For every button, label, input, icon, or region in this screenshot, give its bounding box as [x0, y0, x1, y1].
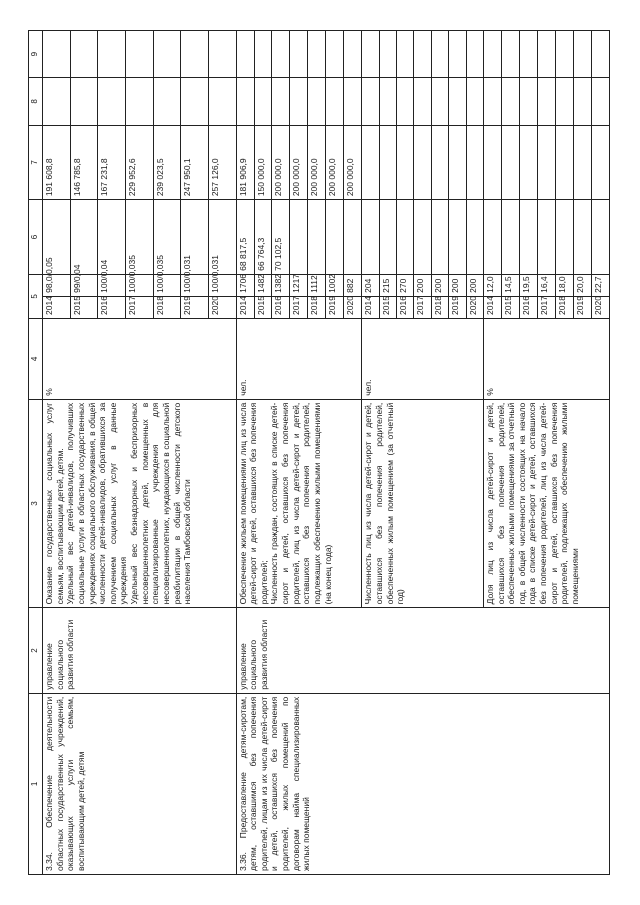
col8-cell — [125, 78, 153, 125]
col-num-8: 8 — [29, 78, 43, 125]
col8-cell — [98, 78, 126, 125]
col9-cell — [153, 31, 181, 78]
col9-cell — [181, 31, 209, 78]
amount7-cell: 200 000,0 — [308, 125, 326, 200]
year-cell: 2015 — [254, 296, 272, 318]
col9-cell — [414, 31, 431, 78]
col8-cell — [537, 78, 555, 125]
col8-cell — [397, 78, 414, 125]
value-cell: 22,7 — [591, 274, 609, 296]
value-cell: 200 — [431, 274, 448, 296]
value-cell: 1382 — [272, 274, 290, 296]
value-cell: 12,0 — [483, 274, 501, 296]
col8-cell — [555, 78, 573, 125]
col8-cell — [308, 78, 326, 125]
col9-cell — [98, 31, 126, 78]
col8-cell — [483, 78, 501, 125]
indicator-334-a: Удельный вес детей-инвалидов, получивших социальные услуги в областных государственных учреждениях социального обслуживания, в общей численности детей-инвалидов, обратившихся за получением социальных услуг в данные учреждения — [65, 402, 129, 605]
col9-cell — [236, 31, 254, 78]
col8-cell — [153, 78, 181, 125]
value-cell: 100/0,035 — [125, 274, 153, 296]
year-cell: 2020 — [591, 296, 609, 318]
col8-cell — [591, 78, 609, 125]
value-cell: 1112 — [308, 274, 326, 296]
value-cell: 1482 — [254, 274, 272, 296]
value-cell: 1002 — [326, 274, 344, 296]
amount6-cell — [466, 200, 483, 275]
year-cell: 2017 — [537, 296, 555, 318]
col8-cell — [254, 78, 272, 125]
value-cell: 882 — [344, 274, 362, 296]
amount6-cell — [397, 200, 414, 275]
col9-cell — [326, 31, 344, 78]
indicator-336-provided: Численность лиц из числа детей-сирот и детей, оставшихся без попечения родителей, обеспеченных жилым помещением (за отчетный год) — [362, 399, 484, 608]
amount7-cell — [379, 125, 396, 200]
executor-334: управление социального развития области — [43, 608, 237, 693]
col8-cell — [344, 78, 362, 125]
col9-cell — [537, 31, 555, 78]
amount6-cell: 70 102,5 — [272, 200, 290, 275]
value-cell: 98,0/0,05 — [43, 274, 71, 296]
year-cell: 2015 — [70, 296, 98, 318]
indicator-334 — [43, 399, 237, 608]
year-cell: 2019 — [181, 296, 209, 318]
value-cell: 100/0,04 — [98, 274, 126, 296]
amount7-cell — [591, 125, 609, 200]
amount7-cell: 229 952,6 — [125, 125, 153, 200]
col9-cell — [449, 31, 466, 78]
amount6-cell — [308, 200, 326, 275]
unit-334: % — [43, 318, 237, 399]
value-cell: 270 — [397, 274, 414, 296]
year-cell: 2014 — [483, 296, 501, 318]
year-cell: 2017 — [414, 296, 431, 318]
amount7-cell — [362, 125, 379, 200]
col-num-9: 9 — [29, 31, 43, 78]
year-cell: 2020 — [344, 296, 362, 318]
amount7-cell: 200 000,0 — [326, 125, 344, 200]
value-cell: 215 — [379, 274, 396, 296]
col9-cell — [431, 31, 448, 78]
col9-cell — [379, 31, 396, 78]
value-cell: 100/0,031 — [181, 274, 209, 296]
col9-cell — [483, 31, 501, 78]
value-cell: 1706 — [236, 274, 254, 296]
unit-336-2: чел. — [362, 318, 484, 399]
col8-cell — [181, 78, 209, 125]
value-cell: 200 — [466, 274, 483, 296]
col9-cell — [208, 31, 236, 78]
col-num-6: 6 — [29, 200, 43, 275]
year-cell: 2018 — [308, 296, 326, 318]
amount7-cell: 146 785,8 — [70, 125, 98, 200]
col9-cell — [573, 31, 591, 78]
amount7-cell: 181 906,9 — [236, 125, 254, 200]
amount7-cell: 200 000,0 — [272, 125, 290, 200]
amount6-cell — [537, 200, 555, 275]
amount7-cell — [431, 125, 448, 200]
col9-cell — [519, 31, 537, 78]
col8-cell — [236, 78, 254, 125]
indicator-336-housing: Обеспечение жильем помещениями лиц из числа детей-сирот и детей, оставшихся без попечения родителей; — [237, 402, 269, 605]
col-num-5: 5 — [29, 274, 43, 318]
value-cell: 200 — [414, 274, 431, 296]
col8-cell — [519, 78, 537, 125]
col9-cell — [362, 31, 379, 78]
column-numbers-row — [29, 31, 43, 875]
table-row — [236, 31, 254, 875]
amount6-cell — [483, 200, 501, 275]
indicator-336-share: Доля лиц из числа детей-сирот и детей, оставшихся без попечения родителей, обеспеченных жилыми помещениями за отчетный год, в общей численности состоящих на начало года в списке детей-сирот и детей, оставшихся без попечения родителей, лиц из числа детей-сирот и детей, оставшихся без попечения родителей, подлежащих обеспечению жилыми помещениями — [483, 399, 609, 608]
col8-cell — [501, 78, 519, 125]
amount7-cell: 167 231,8 — [98, 125, 126, 200]
col-num-3: 3 — [29, 399, 43, 608]
executor-336: управление социального развития области — [236, 608, 609, 693]
amount7-cell: 150 000,0 — [254, 125, 272, 200]
amount6-cell — [362, 200, 379, 275]
col8-cell — [326, 78, 344, 125]
indicator-334-main: Оказание государственных социальных услуг семьям, воспитывающим детей, детям. — [44, 402, 65, 605]
col9-cell — [272, 31, 290, 78]
amount6-cell: 68 817,5 — [236, 200, 254, 275]
amount6-cell — [379, 200, 396, 275]
amount7-cell — [555, 125, 573, 200]
amount7-cell — [466, 125, 483, 200]
amount7-cell — [397, 125, 414, 200]
amount7-cell: 200 000,0 — [344, 125, 362, 200]
table-row — [43, 31, 71, 875]
year-cell: 2018 — [555, 296, 573, 318]
col8-cell — [449, 78, 466, 125]
year-cell: 2016 — [98, 296, 126, 318]
value-cell: 200 — [449, 274, 466, 296]
amount7-cell: 247 950,1 — [181, 125, 209, 200]
year-cell: 2018 — [153, 296, 181, 318]
amount7-cell — [501, 125, 519, 200]
year-cell: 2020 — [466, 296, 483, 318]
col8-cell — [466, 78, 483, 125]
value-cell: 16,4 — [537, 274, 555, 296]
amount7-cell: 239 023,5 — [153, 125, 181, 200]
unit-336-3: % — [483, 318, 609, 399]
rotated-page — [28, 30, 610, 875]
value-cell: 20,0 — [573, 274, 591, 296]
col9-cell — [555, 31, 573, 78]
amount6-cell: 66 764,3 — [254, 200, 272, 275]
value-cell: 100/0,035 — [153, 274, 181, 296]
amount7-cell: 191 608,8 — [43, 125, 71, 200]
year-cell: 2020 — [208, 296, 236, 318]
indicator-334-b: Удельный вес безнадзорных и беспризорных несовершеннолетних детей, помещенных в специализированные учреждения для несовершеннолетних, нуждающихся в социальной реабилитации в общей численности детского населения Тамбовской области — [129, 402, 193, 605]
col9-cell — [290, 31, 308, 78]
amount6-cell — [70, 200, 98, 275]
col9-cell — [43, 31, 71, 78]
amount7-cell: 257 126,0 — [208, 125, 236, 200]
year-cell: 2016 — [272, 296, 290, 318]
year-cell: 2014 — [236, 296, 254, 318]
amount7-cell — [519, 125, 537, 200]
col9-cell — [344, 31, 362, 78]
value-cell: 18,0 — [555, 274, 573, 296]
year-cell: 2015 — [379, 296, 396, 318]
col9-cell — [397, 31, 414, 78]
col9-cell — [308, 31, 326, 78]
amount7-cell — [483, 125, 501, 200]
year-cell: 2019 — [573, 296, 591, 318]
amount6-cell — [326, 200, 344, 275]
col8-cell — [43, 78, 71, 125]
amount6-cell — [431, 200, 448, 275]
program-name-334: 3.34. Обеспечение деятельности областных государственных учреждений, оказывающих услуги семьям, воспитывающим детей, детям — [43, 693, 237, 874]
value-cell: 100/0,031 — [208, 274, 236, 296]
col9-cell — [125, 31, 153, 78]
col-num-4: 4 — [29, 318, 43, 399]
amount6-cell — [414, 200, 431, 275]
amount6-cell — [519, 200, 537, 275]
amount7-cell: 200 000,0 — [290, 125, 308, 200]
col-num-2: 2 — [29, 608, 43, 693]
year-cell: 2017 — [125, 296, 153, 318]
amount6-cell — [501, 200, 519, 275]
amount6-cell — [449, 200, 466, 275]
amount6-cell — [591, 200, 609, 275]
unit-336-1: чел. — [236, 318, 362, 399]
col9-cell — [466, 31, 483, 78]
col-num-1: 1 — [29, 693, 43, 874]
col8-cell — [379, 78, 396, 125]
amount6-cell — [573, 200, 591, 275]
year-cell: 2018 — [431, 296, 448, 318]
amount7-cell — [537, 125, 555, 200]
value-cell: 204 — [362, 274, 379, 296]
col8-cell — [290, 78, 308, 125]
amount7-cell — [573, 125, 591, 200]
value-cell: 19,5 — [519, 274, 537, 296]
year-cell: 2014 — [43, 296, 71, 318]
col8-cell — [208, 78, 236, 125]
col8-cell — [431, 78, 448, 125]
amount6-cell — [344, 200, 362, 275]
year-cell: 2015 — [501, 296, 519, 318]
col9-cell — [501, 31, 519, 78]
col8-cell — [362, 78, 379, 125]
amount7-cell — [414, 125, 431, 200]
amount6-cell — [290, 200, 308, 275]
col9-cell — [70, 31, 98, 78]
year-cell: 2014 — [362, 296, 379, 318]
program-name-336: 3.36. Предоставление детям-сиротам, детям, оставшимся без попечения родителей, лицам из их числа детей-сирот и детей, оставшихся без попечения родителей, жилых помещений по договорам найма специализированных жилых помещений — [236, 693, 609, 874]
indicator-336-1 — [236, 399, 362, 608]
year-cell: 2017 — [290, 296, 308, 318]
year-cell: 2019 — [449, 296, 466, 318]
col9-cell — [254, 31, 272, 78]
col8-cell — [573, 78, 591, 125]
year-cell: 2016 — [397, 296, 414, 318]
program-table — [28, 30, 610, 875]
col8-cell — [414, 78, 431, 125]
col8-cell — [70, 78, 98, 125]
year-cell: 2016 — [519, 296, 537, 318]
value-cell: 99/0,04 — [70, 274, 98, 296]
indicator-336-count: Численность граждан, состоящих в списке детей-сирот и детей, оставшихся без попечения родителей, лиц из числа детей-сирот и детей, оставшихся без попечения родителей, подлежащих обеспечению жилыми помещениями (на конец года) — [269, 402, 333, 605]
col-num-7: 7 — [29, 125, 43, 200]
amount6-cell — [555, 200, 573, 275]
col9-cell — [591, 31, 609, 78]
value-cell: 1217 — [290, 274, 308, 296]
col8-cell — [272, 78, 290, 125]
amount7-cell — [449, 125, 466, 200]
year-cell: 2019 — [326, 296, 344, 318]
value-cell: 14,5 — [501, 274, 519, 296]
